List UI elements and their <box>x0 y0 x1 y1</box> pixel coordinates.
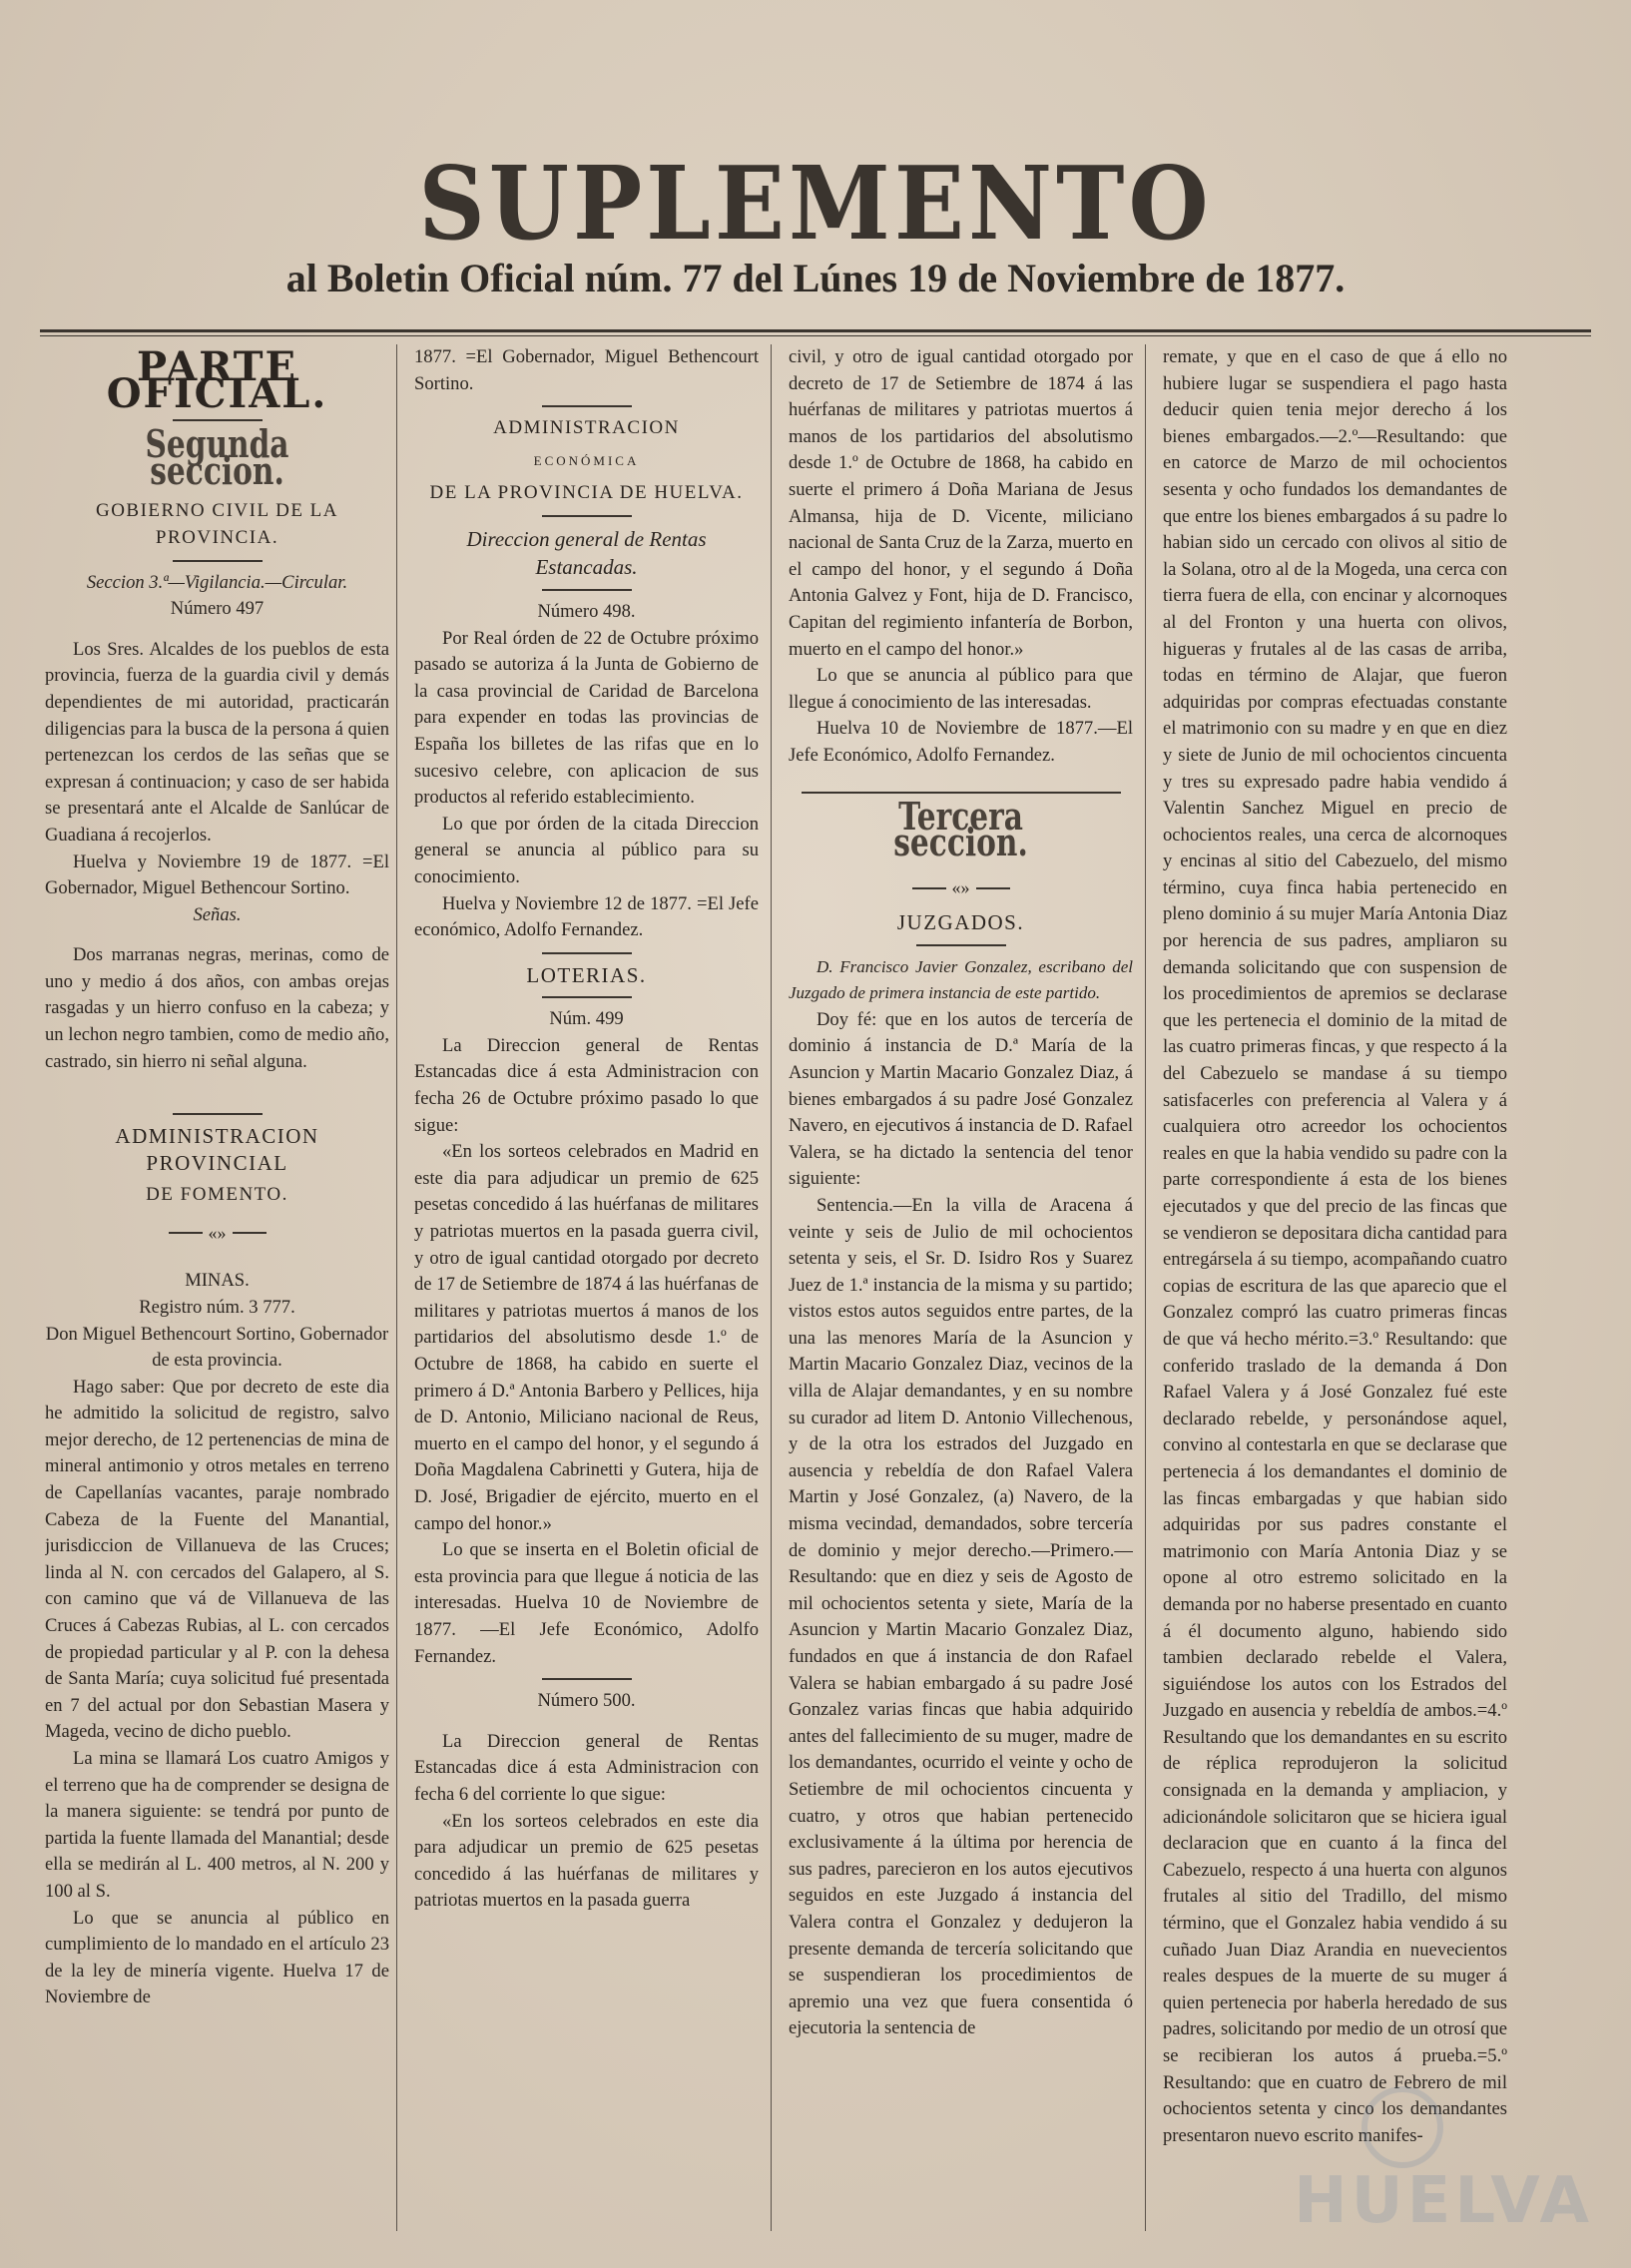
paragraph: «En los sorteos celebrados en Madrid en este dia para adjudicar un premio de 625 pesetas concedido á las huérfanas de militares y patriotas muertos en la pasada guerra civil, y otro de igual cantidad otorgado por decreto de 17 de Setiembre de 1874 á las huérfanas de militares y patriotas muertos á manos de los partidarios del absolutismo desde 1.º de Octubre de 1868, ha cabido en suerte el primero á D.ª Antonia Barbero y Pellices, hija de D. Antonio, Miliciano nacional de Reus, muerto en el campo del honor, y el segundo á Doña Magdalena Cabrinetti y Gutera, hija de D. José, Brigadier de ejército, muerto en el campo del honor.» <box>414 1141 759 1534</box>
loterias-heading: LOTERIAS. <box>526 962 647 987</box>
divider <box>542 589 632 591</box>
direccion-heading: Direccion general de Rentas Estancadas. <box>466 526 707 579</box>
numero-498: Número 498. <box>537 600 636 622</box>
paragraph: Huelva y Noviembre 19 de 1877. =El Gobernador, Miguel Bethencour Sortino. <box>45 850 389 899</box>
masthead-title: SUPLEMENTO <box>418 144 1213 264</box>
paragraph: D. Francisco Javier Gonzalez, escribano del Juzgado de primera instancia de este partido. <box>789 956 1133 1003</box>
paragraph: Huelva 10 de Noviembre de 1877.—El Jefe Económico, Adolfo Fernandez. <box>789 718 1133 766</box>
paragraph: Huelva y Noviembre 12 de 1877. =El Jefe económico, Adolfo Fernandez. <box>414 892 759 941</box>
de-fomento-heading: DE FOMENTO. <box>146 1184 288 1206</box>
seccion-line: Seccion 3.ª—Vigilancia.—Circular. <box>86 571 348 593</box>
column-divider <box>1145 344 1146 2231</box>
ornament: «» <box>789 870 1133 901</box>
divider <box>173 1113 263 1115</box>
watermark-text: HUELVA <box>1294 2164 1593 2238</box>
paragraph: Por Real órden de 22 de Octubre próximo pasado se autoriza á la Junta de Gobierno de la casa provincial de Caridad de Barcelona para expender en todas las provincias de España los billetes de las rifas que en lo sucesivo celebre, con aplicacion de sus productos al referido establecimiento. <box>414 627 759 809</box>
parte-oficial-heading: PARTE OFICIAL. <box>106 344 328 417</box>
paragraph: Lo que por órden de la citada Direccion general se anuncia al público para su conocimiento. <box>414 813 759 887</box>
column-3 <box>789 344 1133 2236</box>
numero-497: Número 497 <box>170 598 265 620</box>
paragraph: Lo que se anuncia al público para que llegue á conocimiento de las interesadas. <box>789 665 1133 713</box>
divider <box>542 952 632 954</box>
senas-heading: Señas. <box>193 903 242 925</box>
numero-500: Número 500. <box>537 1690 636 1712</box>
administracion-heading: ADMINISTRACION <box>493 417 680 439</box>
divider <box>173 560 263 562</box>
paragraph: Lo que se inserta en el Boletin oficial de esta provincia para que llegue á noticia de las interesadas. Huelva 10 de Noviembre de 1877. —El Jefe Económico, Adolfo Fernandez. <box>414 1539 759 1667</box>
column-divider <box>771 344 772 2231</box>
minas-heading: MINAS. <box>185 1270 250 1292</box>
column-1 <box>45 344 389 2236</box>
huelva-watermark <box>1294 2088 1593 2238</box>
divider <box>542 996 632 998</box>
paragraph: Dos marranas negras, merinas, como de uno y medio á dos años, con ambas orejas rasgadas y un hierro confuso en la cabeza; y un lechon negro tambien, como de medio año, castrado, sin hierro ni señal alguna. <box>45 944 389 1072</box>
divider <box>542 1678 632 1680</box>
paragraph: Lo que se anuncia al público en cumplimiento de lo mandado en el artículo 23 de la ley de minería vigente. Huelva 17 de Noviembre de <box>45 1907 389 2008</box>
provincia-heading: DE LA PROVINCIA DE HUELVA. <box>429 482 744 504</box>
economica-heading: ECONÓMICA <box>533 452 640 468</box>
don-miguel: Don Miguel Bethencourt Sortino, Gobernador de esta provincia. <box>45 1323 389 1372</box>
paragraph: La Direccion general de Rentas Estancadas dice á esta Administracion con fecha 26 de Octubre próximo pasado lo que sigue: <box>414 1034 759 1136</box>
gobierno-heading: GOBIERNO CIVIL DE LA PROVINCIA. <box>95 500 339 548</box>
paragraph: Doy fé: que en los autos de tercería de dominio á instancia de D.ª María de la Asuncion y Martin Macario Gonzalez Diaz, á bienes embargados á su padre José Gonzalez Navero, en ejecutivos á instancia de D. Rafael Valera, se ha dictado la sentencia del tenor siguiente: <box>789 1008 1133 1190</box>
paragraph: La Direccion general de Rentas Estancadas dice á esta Administracion con fecha 6 del corriente lo que sigue: <box>414 1730 759 1805</box>
juzgados-heading: JUZGADOS. <box>896 909 1025 934</box>
paragraph: Los Sres. Alcaldes de los pueblos de esta provincia, fuerza de la guardia civil y demás dependientes de mi autoridad, practicarán diligencias para la busca de la persona á quien pertenezcan los cerdos de las señas que se expresan á continuacion; y caso de ser habida se presentará ante el Alcalde de Sanlúcar de Guadiana á recojerlos. <box>45 638 389 846</box>
divider <box>542 515 632 517</box>
paragraph: La mina se llamará Los cuatro Amigos y el terreno que ha de comprender se designa de la manera siguiente: se tendrá por punto de partida la fuente llamada del Manantial; desde ella se medirán al L. 400 metros, al N. 200 y 100 al S. <box>45 1748 389 1902</box>
segunda-seccion-heading: Segunda seccion. <box>145 421 289 493</box>
column-2 <box>414 344 759 2236</box>
paragraph: «En los sorteos celebrados en este dia para adjudicar un premio de 625 pesetas concedido á las huérfanas de militares y patriotas muertos en la pasada guerra <box>414 1810 759 1912</box>
paragraph: Hago saber: Que por decreto de este dia he admitido la solicitud de registro, salvo mejor derecho, de 12 pertenencias de mina de mineral antimonio y otros metales en terreno de Capellanías vacantes, paraje nombrado Cabeza de la Fuente del Manantial, jurisdiccion de Villanueva de las Cruces; linda al N. con cercados del Galapero, al S. con camino que vá de Villanueva de las Cruces á Cabezas Rubias, al L. con cercados de propiedad particular y al P. con la dehesa de Santa María; cuya solicitud fué presentada en 7 del actual por don Sebastian Masera y Mageda, vecino de dicho pueblo. <box>45 1376 389 1743</box>
num-499: Núm. 499 <box>549 1008 624 1030</box>
paragraph: remate, y que en el caso de que á ello no hubiere lugar se suspendiera el pago hasta deducir quien tenia mejor derecho á los bienes embargados.—2.º—Resultando: que en catorce de Marzo de mil ochocientos sesenta y ocho fundados los demandantes de que entre los bienes embargados á su padre lo habian sido un cercado con olivos al sitio de la Solana, otro al de la Mogeda, una cerca con tierra fuera de ella, con encinar y alcornoques al del Fronton y una huerta con olivos, higueras y frutales al de las casas de arriba, todas en término de Alajar, que fueron adquiridas por compras efectuadas constante el matrimonio con su madre y en que en diez y siete de Junio de mil ochocientos cincuenta y tres su expresado padre habia vendido á Valentin Sanchez Miguel en precio de ochocientos reales, una cerca de alcornoques y encinas al sitio del Cabezuelo, del mismo término, cuya finca habia pertenecido en pleno dominio á su mujer María Antonia Diaz por herencia de sus padres, ampliaron su demanda solicitando que con suspension de los procedimientos de apremios se declarase que les pertenecia el dominio de la mitad de las cuatro primeras fincas, y que respecto á la del Cabezuelo se mandase á su tiempo satisfacerles con preferencia al Valera y á cualquiera otro acreedor los ochocientos reales en que la habia vendido su padre con la parte correspondiente á esta de los bienes ejecutados y que del precio de las fincas que se vendieron se depositara dicha cantidad para entregársela á su tiempo, acompañando cuatro copias de escritura de las que aparecio que el Gonzalez compró las cuatro primeras fincas de que vá hecho mérito.=3.º Resultando: que conferido traslado de la demanda á Don Rafael Valera y á José Gonzalez fué este declarado rebelde, y personándose aquel, convino al contestarla en que se declarase que pertenecia á los demandantes el dominio de las fincas embargadas y que habian sido adquiridas por sus padres constante el matrimonio con María Antonia Diaz y se opone al otro estremo solicitado en la demanda por no haberse presentado en cuanto á él documento alguno, habiendo sido tambien declarado rebelde el Valera, siguiéndose los autos con los Estrados del Juzgado en ausencia y rebeldía de ambos.=4.º Resultando que los demandantes en su escrito de réplica reprodujeron la solicitud consignada en la demanda y ampliacion, y adicionándole solicitaron que se hiciera igual declaracion que en cuanto á la finca del Cabezuelo, respecto á una huerta con algunos frutales al sitio del Tradillo, del mismo término, que el Gonzalez habia vendido á su cuñado Juan Diaz Arandia en nuevecientos reales despues de la muerte de su muger á quien pertenecia por haberla heredado de sus padres, solicitando por medio de un otrosí que se recibieran los autos á prueba.=5.º Resultando: que en cuatro de Febrero de mil ochocientos setenta y cinco los demandantes presentaron nuevo escrito manifes- <box>1163 346 1507 2146</box>
registro-number: Registro núm. 3 777. <box>139 1296 295 1318</box>
watermark-seal-icon <box>1361 2086 1443 2168</box>
masthead-subtitle: al Boletin Oficial núm. 77 del Lúnes 19 de Noviembre de 1877. <box>285 256 1346 300</box>
column-divider <box>396 344 397 2231</box>
admin-fomento-heading: ADMINISTRACION PROVINCIAL <box>115 1124 319 1175</box>
masthead-rule <box>40 329 1591 336</box>
paragraph: Sentencia.—En la villa de Aracena á veinte y seis de Julio de mil ochocientos setenta y seis, el Sr. D. Isidro Ros y Suarez Juez de 1.ª instancia de la misma y su partido; vistos estos autos seguidos entre partes, de la una las menores María de la Asuncion y Martin Macario Gonzalez Diaz, vecinos de la villa de Alajar demandantes, y en su nombre su curador ad litem D. Antonio Villechenous, y de la otra los estrados del Juzgado en ausencia y rebeldía de don Rafael Valera Martin y José Gonzalez, (a) Navero, de la misma vecindad, demandados, sobre tercería de dominio y mejor derecho.—Primero.—Resultando: que en diez y seis de Agosto de mil ochocientos setenta y siete, María de la Asuncion y Martin Macario Gonzalez Diaz, fundados en que á instancia de don Rafael Valera se habian embargado á su padre José Gonzalez varias fincas que habia adquirido antes del fallecimiento de su muger, madre de los demandantes, ocurrido el veinte y ocho de Setiembre de mil ochocientos cincuenta y cuatro, y otros que habian pertenecido exclusivamente á la última por herencia de sus padres, parecieron en los autos ejecutivos seguidos en este Juzgado á instancia del Valera contra el Gonzalez y dedujeron la presente demanda de tercería solicitando que se suspendieran los procedimientos de apremio una vez que fuera consentida ó ejecutoria la sentencia de <box>789 1194 1133 2039</box>
column-4 <box>1163 344 1507 2236</box>
paragraph: civil, y otro de igual cantidad otorgado por decreto de 17 de Setiembre de 1874 á las huérfanas de militares y patriotas muertos á manos de los partidarios del absolutismo desde 1.º de Octubre de 1868, ha cabido en suerte el primero á Doña Mariana de Jesus Almansa, hija de D. Vicente, miliciano nacional de Santa Cruz de la Zarza, muerto en el campo del honor, y el segundo á Doña Antonia Galvez y Font, hija de D. Francisco, Capitan del regimiento infantería de Borbon, muerto en el campo del honor.» <box>789 346 1133 660</box>
tercera-seccion-heading: Tercera seccion. <box>893 793 1028 865</box>
divider <box>542 405 632 407</box>
ornament: «» <box>45 1215 389 1246</box>
divider <box>916 944 1006 946</box>
paragraph: 1877. =El Gobernador, Miguel Bethencourt Sortino. <box>414 346 759 394</box>
